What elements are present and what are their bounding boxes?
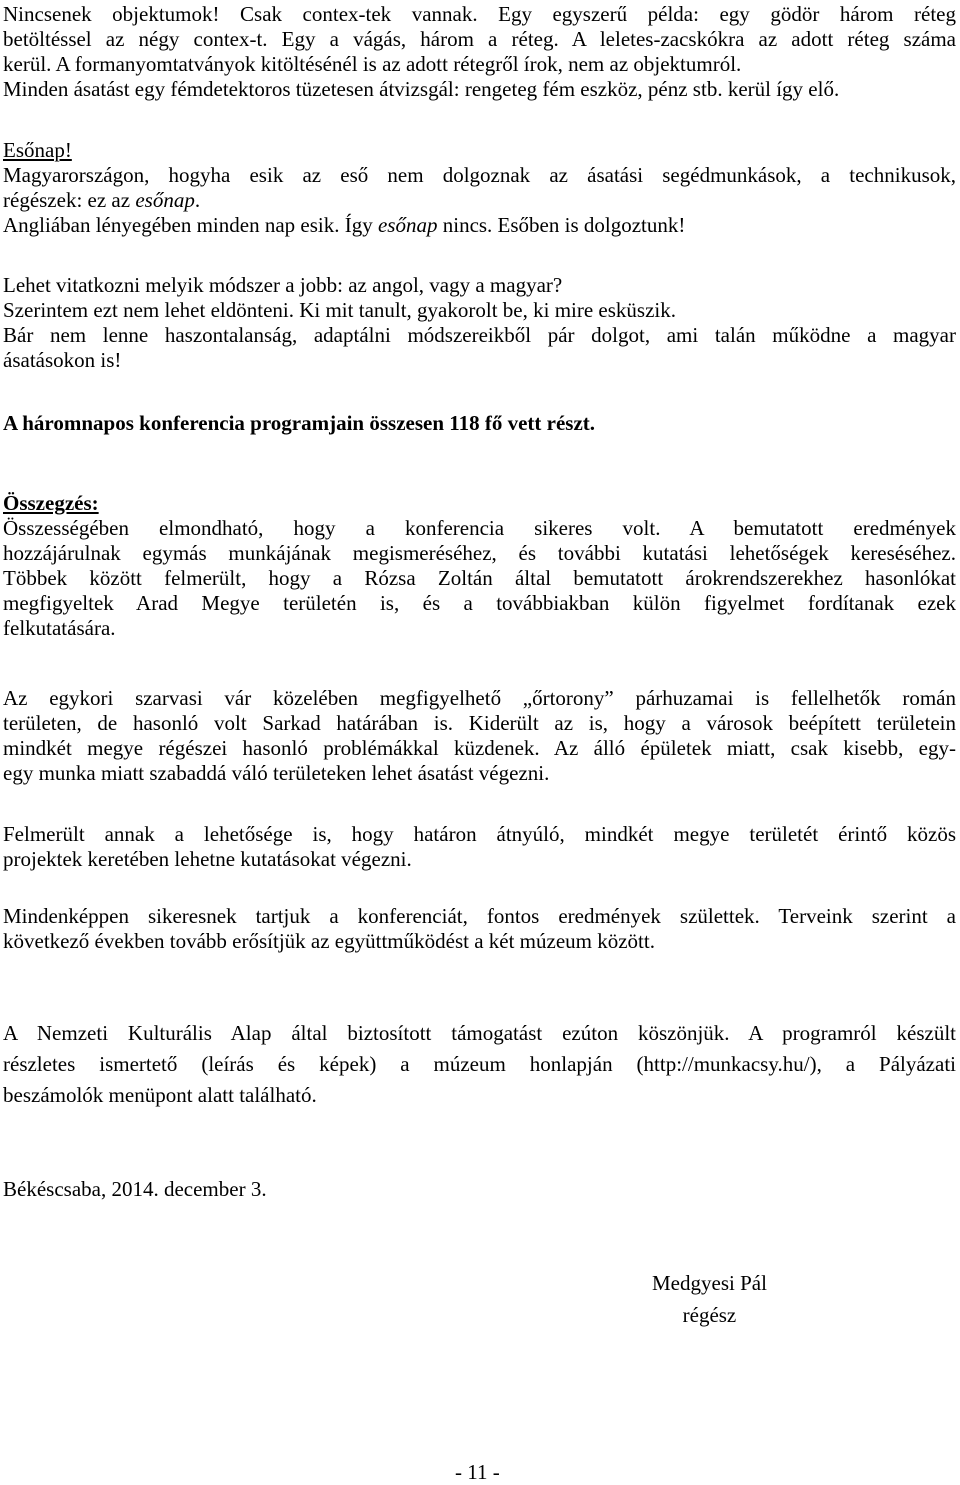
signature-block <box>652 1271 767 1328</box>
summary-line: megfigyeltek Arad Megye területén is, és a továbbiakban külön figyelmet fordítanak ezek <box>3 591 956 615</box>
summary-line: Összességében elmondható, hogy a konferencia sikeres volt. A bemutatott eredmények <box>3 516 956 540</box>
text-run: nincs. Esőben is dolgoztunk! <box>437 213 686 237</box>
esonap-heading: Esőnap! <box>3 138 72 162</box>
summary-line: területen, de hasonló volt Sarkad határában is. Kiderült az is, hogy a városok beépített területein <box>3 711 956 735</box>
summary-heading: Összegzés: <box>3 491 99 515</box>
intro-line: Minden ásatást egy fémdetektoros tüzetesen átvizsgál: rengeteg fém eszköz, pénz stb. kerül így elő. <box>3 77 840 101</box>
debate-line: ásatásokon is! <box>3 348 122 372</box>
summary-line: Felmerült annak a lehetősége is, hogy határon átnyúló, mindkét megye területét érintő közös <box>3 822 956 846</box>
summary-line: felkutatására. <box>3 616 116 640</box>
esonap-term: esőnap <box>135 188 195 212</box>
attendance-statement <box>3 411 956 436</box>
text-run: . <box>194 188 201 212</box>
text-run: Angliában lényegében minden nap esik. Így <box>3 213 378 237</box>
esonap-section <box>3 138 956 238</box>
thanks-line: részletes ismertető (leírás és képek) a múzeum honlapján (http://munkacsy.hu/), a Pályázati <box>3 1052 956 1076</box>
summary-paragraph-4 <box>3 904 956 954</box>
summary-line: Az egykori szarvasi vár közelében megfigyelhető „őrtorony” párhuzamai is fellelhetők román <box>3 686 956 710</box>
signature-title: régész <box>682 1303 737 1327</box>
intro-paragraph <box>3 2 956 102</box>
summary-line: következő években tovább erősítjük az együttműködést a két múzeum között. <box>3 929 655 953</box>
summary-line: mindkét megye régészei hasonló problémákkal küzdenek. Az álló épületek miatt, csak kisebb, egy- <box>3 736 956 760</box>
thanks-line: beszámolók menüpont alatt található. <box>3 1083 317 1107</box>
summary-line: Többek között felmerült, hogy a Rózsa Zoltán által bemutatott árokrendszerekhez hasonlókat <box>3 566 956 590</box>
debate-line: Szerintem ezt nem lehet eldönteni. Ki mit tanult, gyakorolt be, ki mire esküszik. <box>3 298 676 322</box>
thanks-line: A Nemzeti Kulturális Alap által biztosított támogatást ezúton köszönjük. A programról készült <box>3 1021 956 1045</box>
esonap-line: Magyarországon, hogyha esik az eső nem dolgoznak az ásatási segédmunkások, a technikusok, <box>3 163 956 187</box>
esonap-line <box>3 188 956 213</box>
summary-paragraph-3 <box>3 822 956 872</box>
signature-name: Medgyesi Pál <box>652 1271 767 1295</box>
summary-section <box>3 491 956 641</box>
summary-line: Mindenképpen sikeresnek tartjuk a konferenciát, fontos eredmények születtek. Terveink szerint a <box>3 904 956 928</box>
summary-paragraph-2 <box>3 686 956 786</box>
summary-line: hozzájárulnak egymás munkájának megismeréséhez, és további kutatási lehetőségek kereséséhez. <box>3 541 956 565</box>
intro-line: Nincsenek objektumok! Csak contex-tek vannak. Egy egyszerű példa: egy gödör három réteg <box>3 2 956 26</box>
summary-line: projektek keretében lehetne kutatásokat végezni. <box>3 847 412 871</box>
text-run: régészek: ez az <box>3 188 136 212</box>
intro-line: betöltéssel az négy contex-t. Egy a vágás, három a réteg. A leletes-zacskókra az adott réteg száma <box>3 27 956 51</box>
thanks-paragraph <box>3 1018 956 1111</box>
page-number: - 11 - <box>455 1460 500 1484</box>
debate-line: Bár nem lenne haszontalanság, adaptálni módszereikből pár dolgot, ami talán működne a magyar <box>3 323 956 347</box>
esonap-line <box>3 213 956 238</box>
intro-line: kerül. A formanyomtatványok kitöltésénél is az adott rétegről írok, nem az objektumról. <box>3 52 742 76</box>
date-place: Békéscsaba, 2014. december 3. <box>3 1177 267 1201</box>
esonap-term: esőnap <box>377 213 438 237</box>
debate-line: Lehet vitatkozni melyik módszer a jobb: az angol, vagy a magyar? <box>3 273 563 297</box>
debate-paragraph <box>3 273 956 373</box>
summary-line: egy munka miatt szabaddá váló területeken lehet ásatást végezni. <box>3 761 550 785</box>
attendance-text: A háromnapos konferencia programjain összesen 118 fő vett részt. <box>3 411 596 435</box>
